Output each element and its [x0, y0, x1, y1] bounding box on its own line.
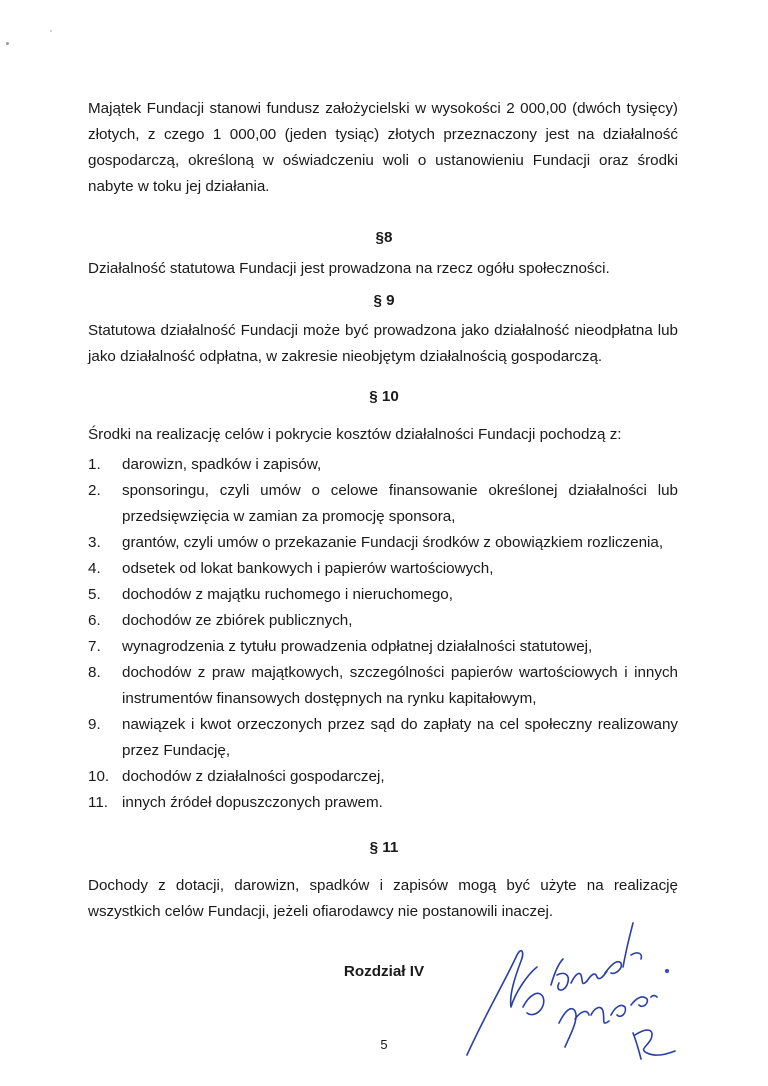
list-item-text: dochodów z majątku ruchomego i nieruchomego,: [122, 586, 453, 603]
list-number: 7.: [88, 638, 101, 655]
list-item: [88, 660, 678, 712]
list-item: [88, 608, 678, 634]
list-item: [88, 452, 678, 478]
list-item: [88, 556, 678, 582]
section-heading-10: § 10: [369, 388, 399, 405]
list-item-text: grantów, czyli umów o przekazanie Fundacji środków z obowiązkiem rozliczenia,: [122, 534, 664, 551]
list-item-text: innych źródeł dopuszczonych prawem.: [122, 794, 383, 811]
list-number: 11.: [88, 794, 108, 811]
list-item: [88, 712, 678, 764]
page-number: 5: [380, 1037, 388, 1052]
list-number: 1.: [88, 456, 101, 473]
list-item: [88, 790, 678, 816]
list-item-text: sponsoringu, czyli umów o celowe finansowanie określonej działalności lub przedsięwzięcia w zamian za promocję sponsora,: [122, 482, 678, 525]
list-item: [88, 764, 678, 790]
section-heading-9: § 9: [373, 292, 395, 309]
section-10-intro: Środki na realizację celów i pokrycie kosztów działalności Fundacji pochodzą z:: [88, 426, 622, 443]
list-item: [88, 478, 678, 530]
list-item-text: nawiązek i kwot orzeczonych przez sąd do zapłaty na cel społeczny realizowany przez Fundację,: [122, 716, 678, 759]
list-number: 2.: [88, 482, 101, 499]
list-item-text: dochodów z praw majątkowych, szczególności papierów wartościowych i innych instrumentów finansowych dostępnych na rynku kapitałowym,: [122, 664, 678, 707]
scan-speck: [50, 30, 52, 32]
list-number: 9.: [88, 716, 101, 733]
list-number: 5.: [88, 586, 101, 603]
list-item-text: odsetek od lokat bankowych i papierów wartościowych,: [122, 560, 494, 577]
list-number: 10.: [88, 768, 110, 785]
list-number: 3.: [88, 534, 101, 551]
list-item: [88, 634, 678, 660]
section-9-text: Statutowa działalność Fundacji może być prowadzona jako działalność nieodpłatna lub jako działalność odpłatna, w zakresie nieobjętym działalnością gospodarczą.: [88, 322, 678, 365]
list-item-text: dochodów z działalności gospodarczej,: [122, 768, 385, 785]
section-heading-8: §8: [375, 229, 393, 246]
list-item: [88, 582, 678, 608]
list-number: 6.: [88, 612, 101, 629]
list-number: 4.: [88, 560, 101, 577]
section-11-text: Dochody z dotacji, darowizn, spadków i zapisów mogą być użyte na realizację wszystkich celów Fundacji, jeżeli ofiarodawcy nie postanowili inaczej.: [88, 877, 678, 920]
funding-sources-list: [88, 452, 678, 816]
list-item-text: dochodów ze zbiórek publicznych,: [122, 612, 353, 629]
list-item: [88, 530, 678, 556]
section-8-text: Działalność statutowa Fundacji jest prowadzona na rzecz ogółu społeczności.: [88, 260, 610, 277]
section-heading-11: § 11: [369, 839, 399, 856]
intro-paragraph: Majątek Fundacji stanowi fundusz założycielski w wysokości 2 000,00 (dwóch tysięcy) złotych, z czego 1 000,00 (jeden tysiąc) złotych przeznaczony jest na działalność gospodarczą, określoną w oświadczeniu woli o ustanowieniu Fundacji oraz środki nabyte w toku jej działania.: [88, 100, 678, 195]
scan-speck: [6, 42, 9, 45]
list-item-text: wynagrodzenia z tytułu prowadzenia odpłatnej działalności statutowej,: [122, 638, 593, 655]
list-number: 8.: [88, 664, 101, 681]
list-item-text: darowizn, spadków i zapisów,: [122, 456, 322, 473]
chapter-heading: Rozdział IV: [343, 963, 425, 980]
